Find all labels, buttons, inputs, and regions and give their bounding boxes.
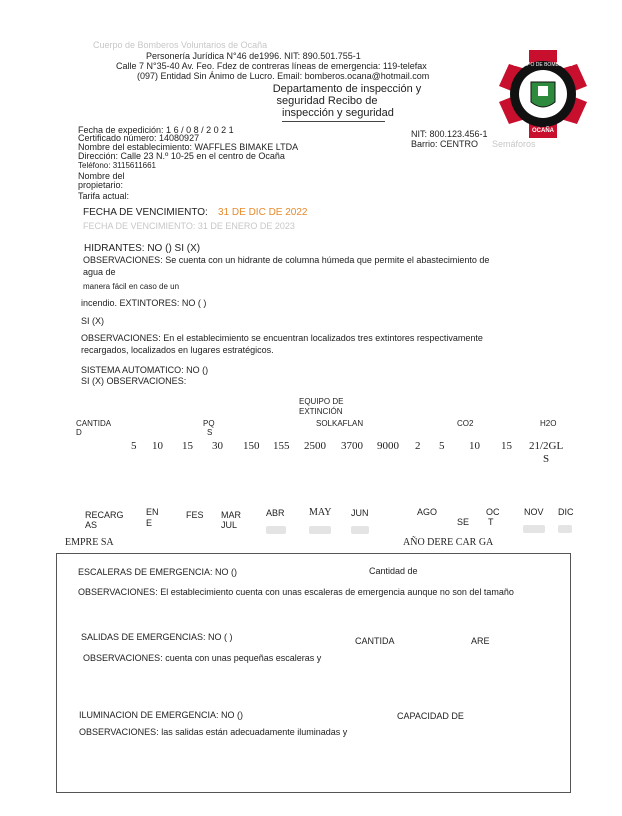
exits-obs: OBSERVACIONES: cuenta con unas pequeñas escaleras y — [83, 653, 322, 663]
extinguishers-obs-l1: OBSERVACIONES: En el establecimiento se encuentran localizados tres extintores respectivamente — [81, 333, 483, 343]
lighting-obs: OBSERVACIONES: las salidas están adecuadamente iluminadas y — [79, 727, 348, 737]
equipment-title-l1: EQUIPO DE — [299, 397, 344, 406]
month-sep: SE — [457, 517, 470, 527]
hydrants-obs-l2: agua de — [83, 267, 116, 277]
expiry-value: 31 DE DIC DE 2022 — [218, 207, 308, 218]
month-feb: FES — [186, 510, 204, 520]
expiry-label: FECHA DE VENCIMIENTO: — [83, 207, 208, 218]
dept-title-line3: inspección y seguridad — [282, 107, 394, 119]
address: Dirección: Calle 23 N.º 10-25 en el centro de Ocaña — [78, 151, 285, 161]
nit: NIT: 800.123.456-1 — [411, 129, 488, 139]
month-ago: AGO — [417, 507, 438, 517]
exits-line: SALIDAS DE EMERGENCIAS: NO ( ) — [81, 632, 233, 642]
value-15: 15 — [182, 440, 193, 452]
value-5: 5 — [131, 440, 137, 452]
owner-label-l2: propietario: — [78, 180, 124, 190]
owner-label-l1: Nombre del — [78, 171, 125, 181]
col-h2o: H2O — [540, 419, 557, 428]
col-co2: CO2 — [457, 419, 474, 428]
header-address-line: Calle 7 N°35-40 Av. Feo. Fdez de contreras líneas de emergencia: 119-telefax — [116, 61, 427, 71]
svg-text:CUERPO DE BOMBEROS: CUERPO DE BOMBEROS — [512, 62, 574, 68]
equipment-title-l2: EXTINCIÓN — [299, 407, 343, 416]
stairs-qty: Cantidad de — [369, 566, 418, 576]
month-dic: DIC — [558, 507, 574, 517]
value-9000: 9000 — [377, 440, 399, 452]
empresa-label: EMPRE SA — [65, 537, 114, 548]
value-155: 155 — [273, 440, 290, 452]
stairs-obs: OBSERVACIONES: El establecimiento cuenta con unas escaleras de emergencia aunque no son del tamaño — [78, 587, 514, 597]
value-10: 10 — [152, 440, 163, 452]
hydrants-obs-l1: OBSERVACIONES: Se cuenta con un hidrante de columna húmeda que permite el abastecimiento de — [83, 255, 490, 265]
col-solkaflan: SOLKAFLAN — [316, 419, 364, 428]
automatic-system: SISTEMA AUTOMATICO: NO () — [81, 365, 209, 375]
recargas-label-l2: AS — [85, 520, 98, 530]
issue-date: Fecha de expedición: 1 6 / 0 8 / 2 0 2 1 — [78, 125, 234, 135]
value-10b: 10 — [469, 440, 480, 452]
exits-qty: CANTIDA — [355, 636, 395, 646]
extinguishers-line: incendio. EXTINTORES: NO ( ) — [81, 298, 207, 308]
month-abr: ABR — [266, 508, 285, 518]
automatic-system-si: SI (X) OBSERVACIONES: — [81, 376, 187, 386]
month-jun: JUN — [351, 508, 369, 518]
extinguishers-obs-l2: recargados, localizados en lugares estratégicos. — [81, 345, 274, 355]
lighting-capacity: CAPACIDAD DE — [397, 711, 464, 721]
stairs-line: ESCALERAS DE EMERGENCIA: NO () — [78, 567, 238, 577]
dept-title-line1: Departamento de inspección y — [272, 83, 422, 95]
header-legal-line: Personería Jurídica N°46 de1996. NIT: 890.501.755-1 — [146, 51, 361, 61]
redacted-nov — [523, 525, 545, 533]
org-name-faded: Cuerpo de Bomberos Voluntarios de Ocaña — [93, 40, 268, 50]
fire-department-logo — [495, 46, 591, 142]
col-pqs: PQ — [203, 419, 215, 428]
col-cantidad: CANTIDA — [76, 419, 112, 428]
col-cantidad-l2: D — [76, 428, 82, 437]
redacted-jun — [351, 526, 369, 534]
month-oct-l2: T — [488, 517, 494, 527]
month-ene: EN — [146, 507, 159, 517]
ano-label: AÑO DERE CAR GA — [403, 537, 494, 548]
dept-title-line2: seguridad Recibo de — [276, 95, 378, 107]
value-gls-l2: S — [543, 453, 550, 465]
month-jul: JUL — [221, 520, 238, 530]
extinguishers-si: SI (X) — [81, 316, 105, 326]
month-nov: NOV — [524, 507, 544, 517]
lighting-line: ILUMINACION DE EMERGENCIA: NO () — [79, 710, 244, 720]
phone: Teléfono: 3115611661 — [78, 161, 156, 170]
hydrants-obs-l3: manera fácil en caso de un — [83, 282, 180, 291]
col-pqs-l2: S — [207, 428, 213, 437]
month-ene-l2: E — [146, 518, 153, 528]
redacted-abr — [266, 526, 286, 534]
hydrants-line: HIDRANTES: NO () SI (X) — [84, 243, 201, 254]
establishment-name: Nombre del establecimiento: WAFFLES BIMAKE LTDA — [78, 142, 299, 152]
tariff-label: Tarifa actual: — [78, 191, 130, 201]
value-5b: 5 — [439, 440, 445, 452]
value-3700: 3700 — [341, 440, 363, 452]
recargas-label: RECARG — [85, 510, 124, 520]
month-oct: OC — [486, 507, 500, 517]
redacted-may — [309, 526, 331, 534]
certificate-number: Certificado número: 14080927 — [78, 133, 200, 143]
value-2500: 2500 — [304, 440, 326, 452]
month-may: MAY — [309, 507, 332, 518]
exits-area: ARE — [471, 636, 490, 646]
svg-text:OCAÑA: OCAÑA — [532, 128, 554, 134]
value-30: 30 — [212, 440, 223, 452]
header-email-line: (097) Entidad Sin Ánimo de Lucro. Email: bomberos.ocana@hotmail.com — [137, 71, 430, 81]
value-15b: 15 — [501, 440, 512, 452]
title-underline — [282, 121, 385, 122]
barrio: Barrio: CENTRO — [411, 139, 479, 149]
expiry-faded: FECHA DE VENCIMIENTO: 31 DE ENERO DE 2023 — [83, 221, 295, 231]
value-gls: 21/2GL — [529, 440, 564, 452]
redacted-dic — [558, 525, 572, 533]
value-2: 2 — [415, 440, 421, 452]
value-150: 150 — [243, 440, 260, 452]
month-mar: MAR — [221, 510, 241, 520]
barrio-faded: Semáforos — [492, 139, 536, 149]
